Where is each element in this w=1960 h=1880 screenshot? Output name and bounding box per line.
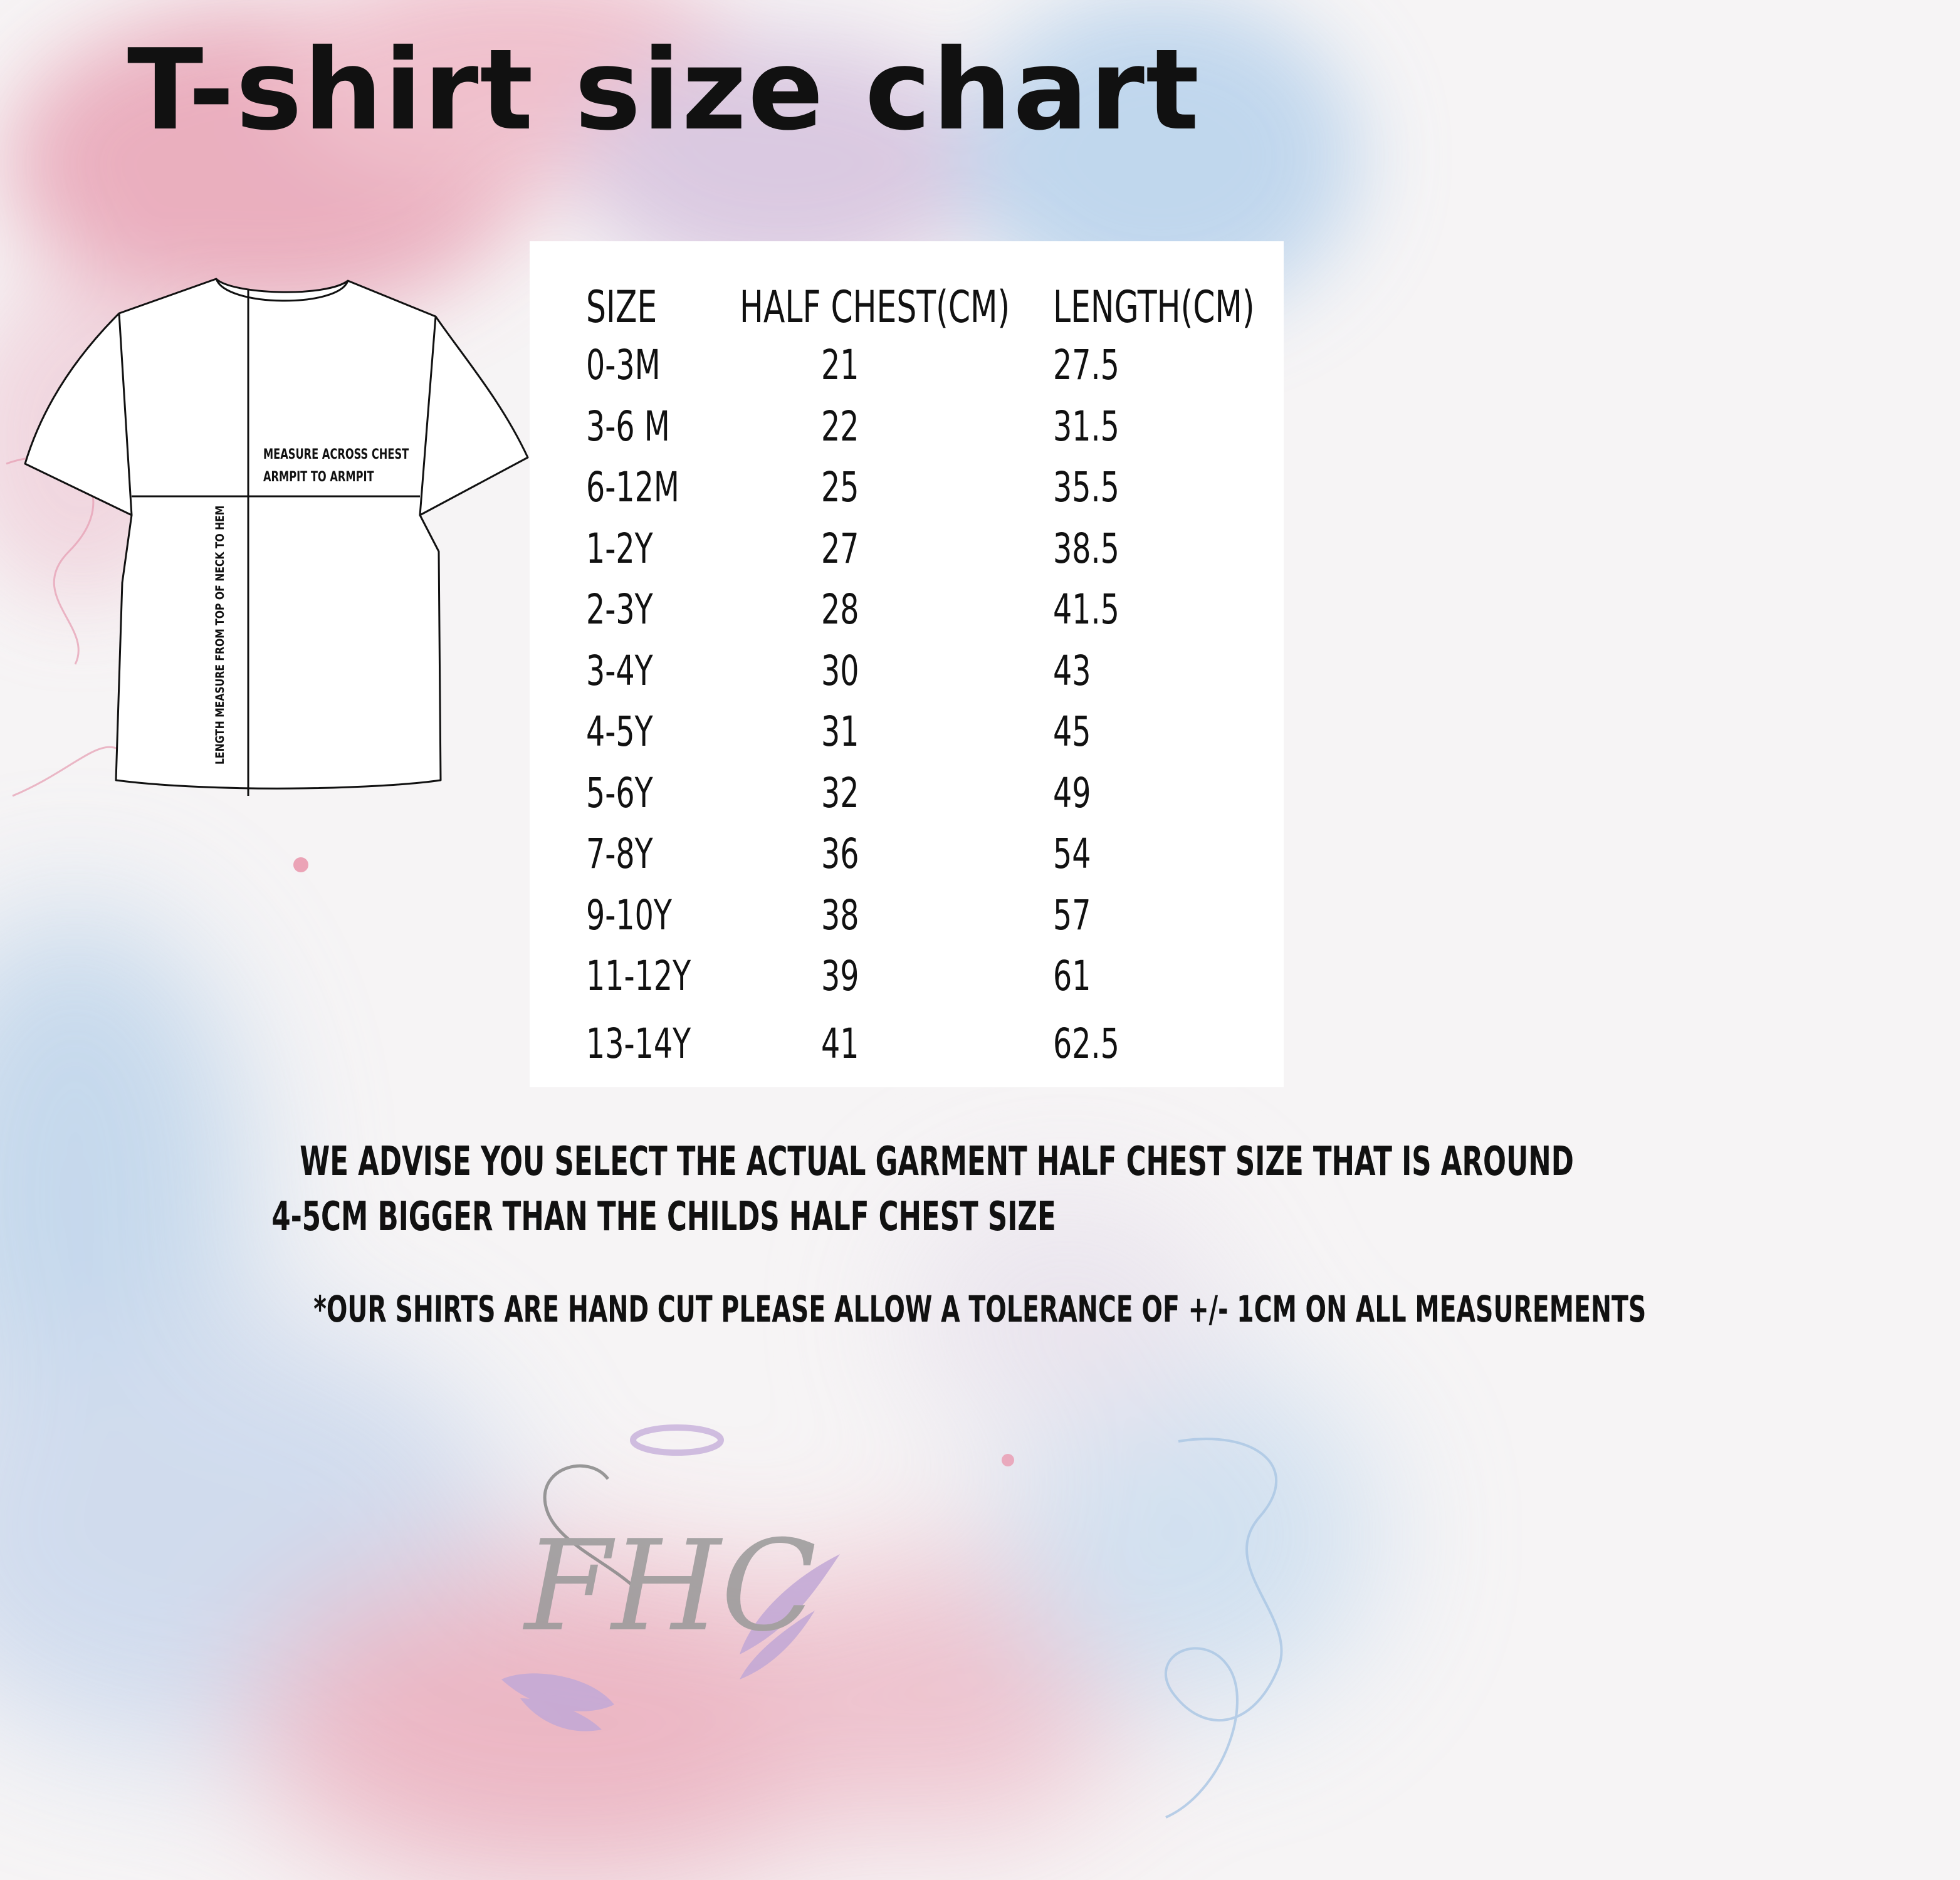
half-chest-cell: 28 [821,585,859,634]
half-chest-cell: 32 [821,768,859,817]
advice-line-2: 4-5CM BIGGER THAN THE CHILDS HALF CHEST SIZE [271,1194,1056,1240]
size-cell: 7-8Y [586,830,653,878]
length-cell: 41.5 [1053,585,1119,634]
half-chest-cell: 31 [821,708,859,756]
length-cell: 27.5 [1053,341,1119,389]
length-cell: 38.5 [1053,524,1119,573]
half-chest-cell: 30 [821,646,859,695]
brand-logo [464,1404,878,1755]
length-cell: 43 [1053,646,1091,695]
half-chest-cell: 39 [821,952,859,1000]
half-chest-cell: 41 [821,1019,859,1068]
table-header-1: HALF CHEST(CM) [740,281,1010,333]
size-cell: 3-4Y [586,646,653,695]
length-cell: 49 [1053,768,1091,817]
size-cell: 4-5Y [586,708,653,756]
length-cell: 35.5 [1053,463,1119,511]
size-cell: 1-2Y [586,524,653,573]
halo-icon [633,1428,721,1453]
half-chest-cell: 38 [821,890,859,939]
size-cell: 11-12Y [586,952,691,1000]
length-cell: 54 [1053,830,1091,878]
length-cell: 62.5 [1053,1019,1119,1068]
size-cell: 6-12M [586,463,679,511]
page-title: T-shirt size chart [127,25,1201,155]
size-cell: 0-3M [586,341,661,389]
length-measure-label: LENGTH MEASURE FROM TOP OF NECK TO HEM [213,505,227,765]
tshirt-outline-icon [25,279,528,788]
half-chest-cell: 36 [821,830,859,878]
size-cell: 3-6 M [586,402,670,451]
size-cell: 13-14Y [586,1019,691,1068]
length-cell: 31.5 [1053,402,1119,451]
left-wing-icon [501,1673,614,1731]
size-cell: 5-6Y [586,768,653,817]
tshirt-measurement-diagram [25,269,539,808]
half-chest-cell: 25 [821,463,859,511]
table-header-2: LENGTH(CM) [1053,281,1255,333]
half-chest-cell: 27 [821,524,859,573]
advice-line-1: WE ADVISE YOU SELECT THE ACTUAL GARMENT HALF CHEST SIZE THAT IS AROUND [300,1139,1574,1185]
size-table [530,241,1284,1087]
length-cell: 45 [1053,708,1091,756]
monogram-mark: FHC [524,1513,817,1659]
size-cell: 2-3Y [586,585,653,634]
half-chest-cell: 21 [821,341,859,389]
size-cell: 9-10Y [586,890,672,939]
table-header-0: SIZE [586,281,658,333]
chest-measure-label: MEASURE ACROSS CHEST ARMPIT TO ARMPIT [263,447,409,485]
tolerance-note: *OUR SHIRTS ARE HAND CUT PLEASE ALLOW A TOLERANCE OF +/- 1CM ON ALL MEASUREMENTS [313,1288,1647,1330]
length-cell: 57 [1053,890,1091,939]
size-table-grid [530,241,1284,1087]
length-cell: 61 [1053,952,1091,1000]
half-chest-cell: 22 [821,402,859,451]
